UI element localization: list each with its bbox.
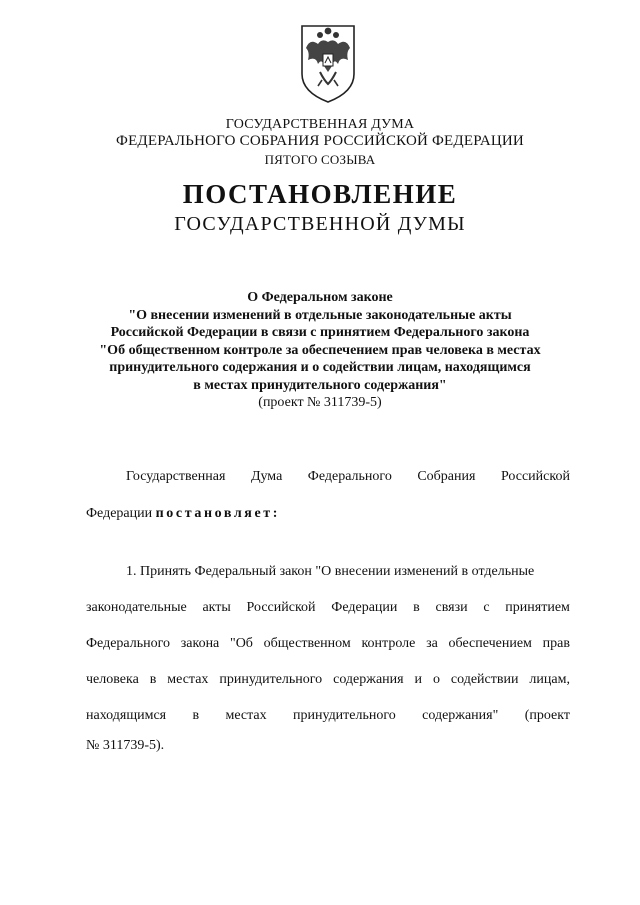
word: общественном: [263, 636, 351, 651]
title-line-5: принудительного содержания и о содействии лицам, находящимся: [109, 360, 531, 375]
word: в: [413, 600, 420, 615]
word: Российской: [500, 469, 570, 484]
preamble-start: Федерации: [86, 506, 153, 521]
word: местах: [225, 708, 267, 723]
word: и: [414, 672, 423, 687]
word: Федерации: [331, 600, 398, 615]
item1-line-4: [86, 671, 570, 689]
item1-line-2: [86, 599, 570, 617]
resolves-word: постановляет:: [155, 506, 281, 521]
word: в: [192, 708, 200, 723]
word: принудительного: [219, 672, 323, 687]
word: прав: [542, 636, 570, 651]
item1-line-5: [86, 707, 570, 725]
word: Российской: [246, 600, 316, 615]
title-line-6: в местах принудительного содержания": [193, 377, 447, 393]
item1-line-6: № 311739-5).: [86, 738, 165, 753]
word: содержания": [422, 708, 499, 723]
word: содержания: [333, 672, 404, 687]
word: Федерального: [307, 469, 392, 484]
item1-line-1: 1. Принять Федеральный закон "О внесении изменений в отдельные: [126, 564, 535, 579]
word: в: [149, 672, 157, 687]
preamble-line-1: [126, 468, 570, 486]
russian-coat-of-arms-emblem: [296, 22, 360, 104]
word: акты: [202, 600, 231, 615]
word: принятием: [505, 600, 570, 615]
word: принудительного: [292, 708, 396, 723]
document-issuer-heading: ГОСУДАРСТВЕННОЙ ДУМЫ: [174, 213, 466, 235]
word: Федерального: [86, 636, 171, 651]
word: о: [432, 672, 440, 687]
title-line-1: О Федеральном законе: [247, 290, 393, 305]
org-line-convocation: ПЯТОГО СОЗЫВА: [264, 152, 376, 167]
word: контроле: [361, 636, 416, 651]
word: содействии: [450, 672, 519, 687]
word: "Об: [229, 636, 253, 651]
word: связи: [435, 600, 468, 615]
title-line-4: "Об общественном контроле за обеспечением прав человека в местах: [99, 342, 541, 358]
word: Собрания: [417, 469, 476, 484]
word: человека: [86, 672, 139, 687]
org-line-duma: ГОСУДАРСТВЕННАЯ ДУМА: [225, 117, 415, 132]
org-line-federal-assembly: ФЕДЕРАЛЬНОГО СОБРАНИЯ РОССИЙСКОЙ ФЕДЕРАЦИИ: [116, 133, 524, 149]
title-line-3: Российской Федерации в связи с принятием Федерального закона: [110, 325, 530, 340]
word: Государственная: [126, 469, 226, 484]
word: находящимся: [86, 708, 167, 723]
resolution-title: [0, 289, 640, 412]
word: Дума: [250, 469, 283, 484]
word: местах: [167, 672, 209, 687]
project-number: (проект № 311739-5): [258, 395, 382, 410]
item1-line-3: [86, 635, 570, 653]
word: обеспечением: [448, 636, 532, 651]
word: закона: [180, 636, 220, 651]
word: с: [483, 600, 490, 615]
word: (проект: [524, 708, 570, 723]
word: лицам,: [529, 672, 570, 687]
word: за: [426, 636, 438, 651]
word: законодательные: [86, 600, 187, 615]
preamble-line-2: [86, 505, 570, 523]
document-type-heading: ПОСТАНОВЛЕНИЕ: [182, 179, 458, 209]
title-line-2: "О внесении изменений в отдельные законодательные акты: [128, 307, 512, 323]
